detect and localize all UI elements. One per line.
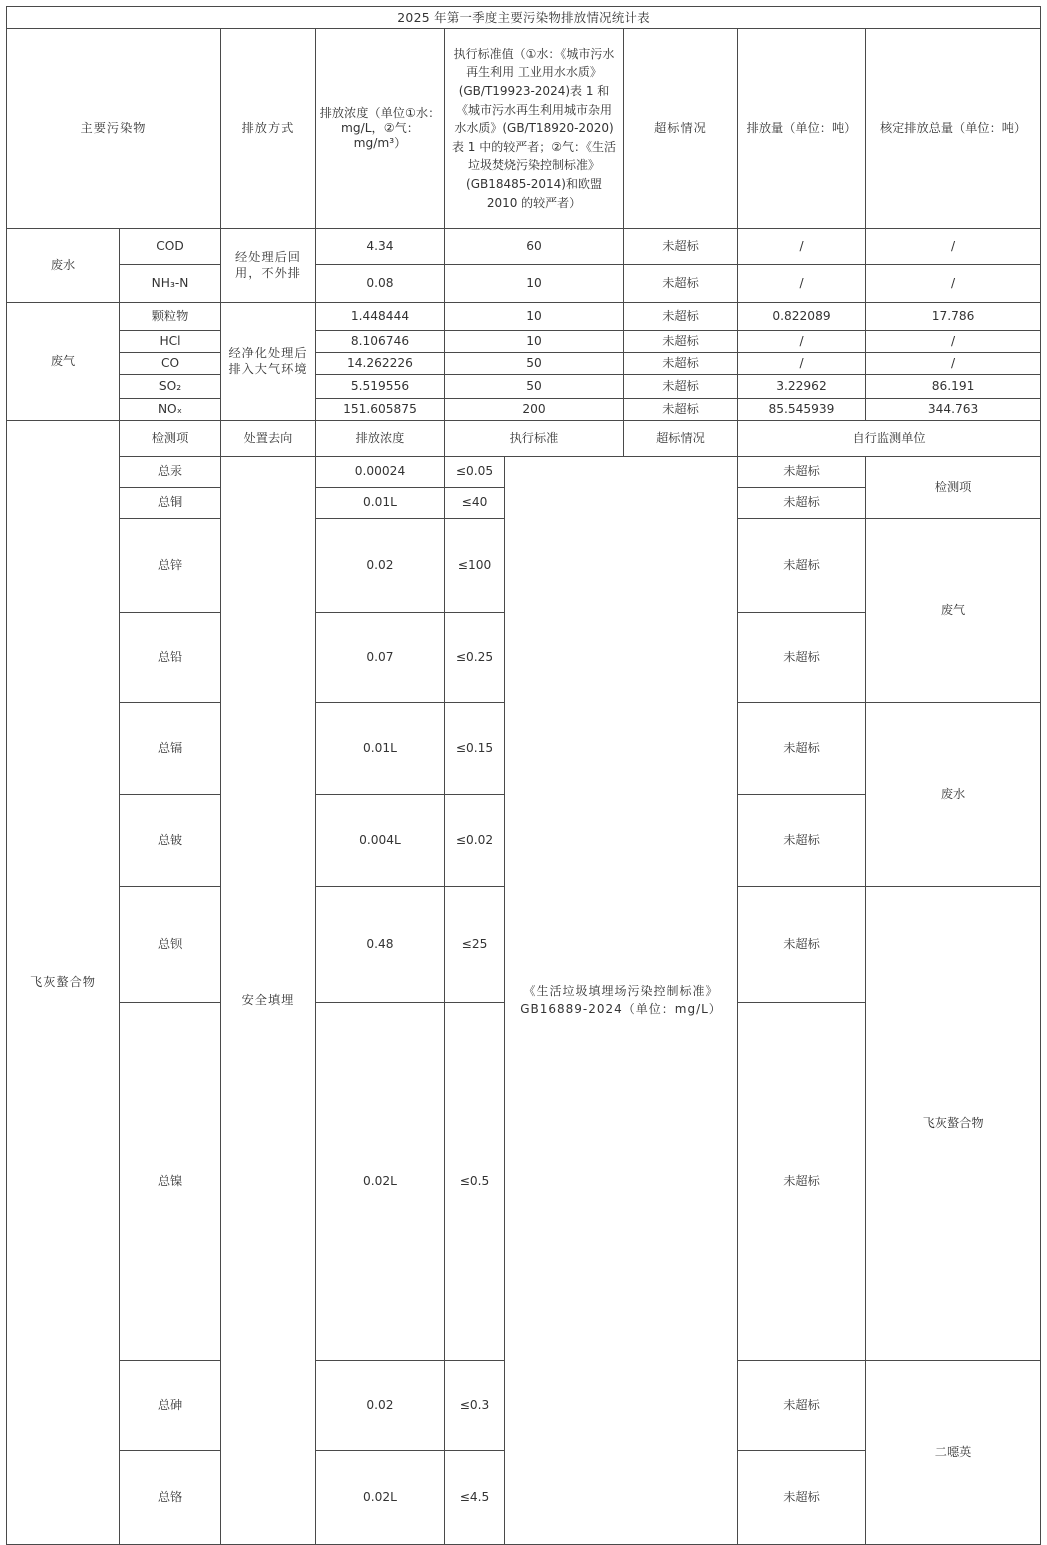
limit-value: ≤0.15 (445, 703, 505, 795)
emission-value: 0.822089 (738, 303, 866, 331)
conc-value: 0.08 (316, 265, 445, 303)
conc-value: 0.07 (316, 613, 445, 703)
item-so2: SO₂ (120, 375, 221, 399)
approved-value: / (866, 265, 1041, 303)
table-row (7, 399, 1041, 421)
item-zinc: 总锌 (120, 519, 221, 613)
conc-value: 0.02 (316, 519, 445, 613)
limit-value: ≤40 (445, 488, 505, 519)
flyash-header-conc: 排放浓度 (316, 421, 445, 457)
std-value: 60 (445, 229, 624, 265)
item-copper: 总铜 (120, 488, 221, 519)
item-nickel: 总镍 (120, 1002, 221, 1360)
exceed-status: 未超标 (624, 331, 738, 353)
exceed-status: 未超标 (738, 703, 866, 795)
emission-value: / (738, 229, 866, 265)
conc-value: 0.01L (316, 703, 445, 795)
limit-value: ≤25 (445, 887, 505, 1003)
exceed-status: 未超标 (738, 519, 866, 613)
conc-value: 5.519556 (316, 375, 445, 399)
category-wastewater: 废水 (7, 229, 120, 303)
approved-value: 86.191 (866, 375, 1041, 399)
limit-value: ≤0.05 (445, 457, 505, 488)
conc-value: 0.01L (316, 488, 445, 519)
exceed-status: 未超标 (624, 303, 738, 331)
exceed-status: 未超标 (624, 375, 738, 399)
table-row (7, 353, 1041, 375)
approved-value: / (866, 353, 1041, 375)
header-concentration: 排放浓度（单位①水：mg/L，②气：mg/m³） (316, 29, 445, 229)
table-title: 2025 年第一季度主要污染物排放情况统计表 (7, 7, 1041, 29)
std-value: 10 (445, 303, 624, 331)
monitor-item: 飞灰螯合物 (866, 887, 1041, 1361)
flyash-header-exceed: 超标情况 (624, 421, 738, 457)
exceed-status: 未超标 (738, 1450, 866, 1544)
statistics-sheet (6, 6, 1040, 1504)
emission-value: 3.22962 (738, 375, 866, 399)
header-exceed: 超标情况 (624, 29, 738, 229)
conc-value: 0.004L (316, 795, 445, 887)
category-flyash: 飞灰螯合物 (7, 421, 120, 1545)
table-title-row (7, 7, 1041, 29)
conc-value: 0.02L (316, 1002, 445, 1360)
category-exhaust: 废气 (7, 303, 120, 421)
main-header-row (7, 29, 1041, 229)
exceed-status: 未超标 (738, 613, 866, 703)
exceed-status: 未超标 (738, 887, 866, 1003)
exceed-status: 未超标 (624, 399, 738, 421)
pollutant-table (6, 6, 1041, 1545)
limit-value: ≤0.02 (445, 795, 505, 887)
std-value: 10 (445, 331, 624, 353)
item-chromium: 总铬 (120, 1450, 221, 1544)
header-approved: 核定排放总量（单位：吨） (866, 29, 1041, 229)
approved-value: 17.786 (866, 303, 1041, 331)
item-particulate: 颗粒物 (120, 303, 221, 331)
conc-value: 0.48 (316, 887, 445, 1003)
emission-value: / (738, 353, 866, 375)
flyash-std-name: 《生活垃圾填埋场污染控制标准》GB16889-2024（单位：mg/L） (505, 457, 738, 1545)
conc-value: 0.00024 (316, 457, 445, 488)
limit-value: ≤0.5 (445, 1002, 505, 1360)
std-value: 50 (445, 353, 624, 375)
emission-value: 85.545939 (738, 399, 866, 421)
std-value: 200 (445, 399, 624, 421)
item-hcl: HCl (120, 331, 221, 353)
exceed-status: 未超标 (738, 1360, 866, 1450)
limit-value: ≤0.25 (445, 613, 505, 703)
conc-value: 8.106746 (316, 331, 445, 353)
conc-value: 0.02L (316, 1450, 445, 1544)
table-row (7, 303, 1041, 331)
table-row (7, 375, 1041, 399)
item-lead: 总铅 (120, 613, 221, 703)
approved-value: / (866, 331, 1041, 353)
header-emission: 排放量（单位：吨） (738, 29, 866, 229)
conc-value: 4.34 (316, 229, 445, 265)
std-value: 10 (445, 265, 624, 303)
item-nh3n: NH₃-N (120, 265, 221, 303)
exhaust-method: 经净化处理后排入大气环境 (221, 303, 316, 421)
header-pollutant: 主要污染物 (7, 29, 221, 229)
exceed-status: 未超标 (738, 457, 866, 488)
conc-value: 0.02 (316, 1360, 445, 1450)
item-co: CO (120, 353, 221, 375)
limit-value: ≤100 (445, 519, 505, 613)
item-mercury: 总汞 (120, 457, 221, 488)
approved-value: 344.763 (866, 399, 1041, 421)
exceed-status: 未超标 (738, 1002, 866, 1360)
header-method: 排放方式 (221, 29, 316, 229)
conc-value: 151.605875 (316, 399, 445, 421)
flyash-disposal: 安全填埋 (221, 457, 316, 1545)
exceed-status: 未超标 (624, 229, 738, 265)
limit-value: ≤0.3 (445, 1360, 505, 1450)
emission-value: / (738, 265, 866, 303)
flyash-header-monitor: 自行监测单位 (738, 421, 1041, 457)
header-standard: 执行标准值（①水：《城市污水再生利用 工业用水水质》(GB/T19923-2024)表 1 和《城市污水再生利用城市杂用水水质》(GB/T18920-2020)表 1 中的较严者；②气：《生活垃圾焚烧污染控制标准》(GB18485-2014)和欧盟 2010 的较严者） (445, 29, 624, 229)
table-row (7, 457, 1041, 488)
flyash-header-row (7, 421, 1041, 457)
limit-value: ≤4.5 (445, 1450, 505, 1544)
item-nox: NOₓ (120, 399, 221, 421)
table-row (7, 331, 1041, 353)
item-barium: 总钡 (120, 887, 221, 1003)
emission-value: / (738, 331, 866, 353)
wastewater-method: 经处理后回用，不外排 (221, 229, 316, 303)
table-row (7, 229, 1041, 265)
monitor-item: 废水 (866, 703, 1041, 887)
std-value: 50 (445, 375, 624, 399)
monitor-item: 废气 (866, 519, 1041, 703)
item-beryllium: 总铍 (120, 795, 221, 887)
exceed-status: 未超标 (624, 265, 738, 303)
exceed-status: 未超标 (738, 795, 866, 887)
monitor-item: 二噁英 (866, 1360, 1041, 1544)
conc-value: 14.262226 (316, 353, 445, 375)
exceed-status: 未超标 (624, 353, 738, 375)
item-cadmium: 总镉 (120, 703, 221, 795)
table-row (7, 265, 1041, 303)
flyash-header-item: 检测项 (120, 421, 221, 457)
approved-value: / (866, 229, 1041, 265)
exceed-status: 未超标 (738, 488, 866, 519)
flyash-header-disposal: 处置去向 (221, 421, 316, 457)
monitor-header-item: 检测项 (866, 457, 1041, 519)
flyash-header-std: 执行标准 (445, 421, 624, 457)
item-cod: COD (120, 229, 221, 265)
conc-value: 1.448444 (316, 303, 445, 331)
item-arsenic: 总砷 (120, 1360, 221, 1450)
